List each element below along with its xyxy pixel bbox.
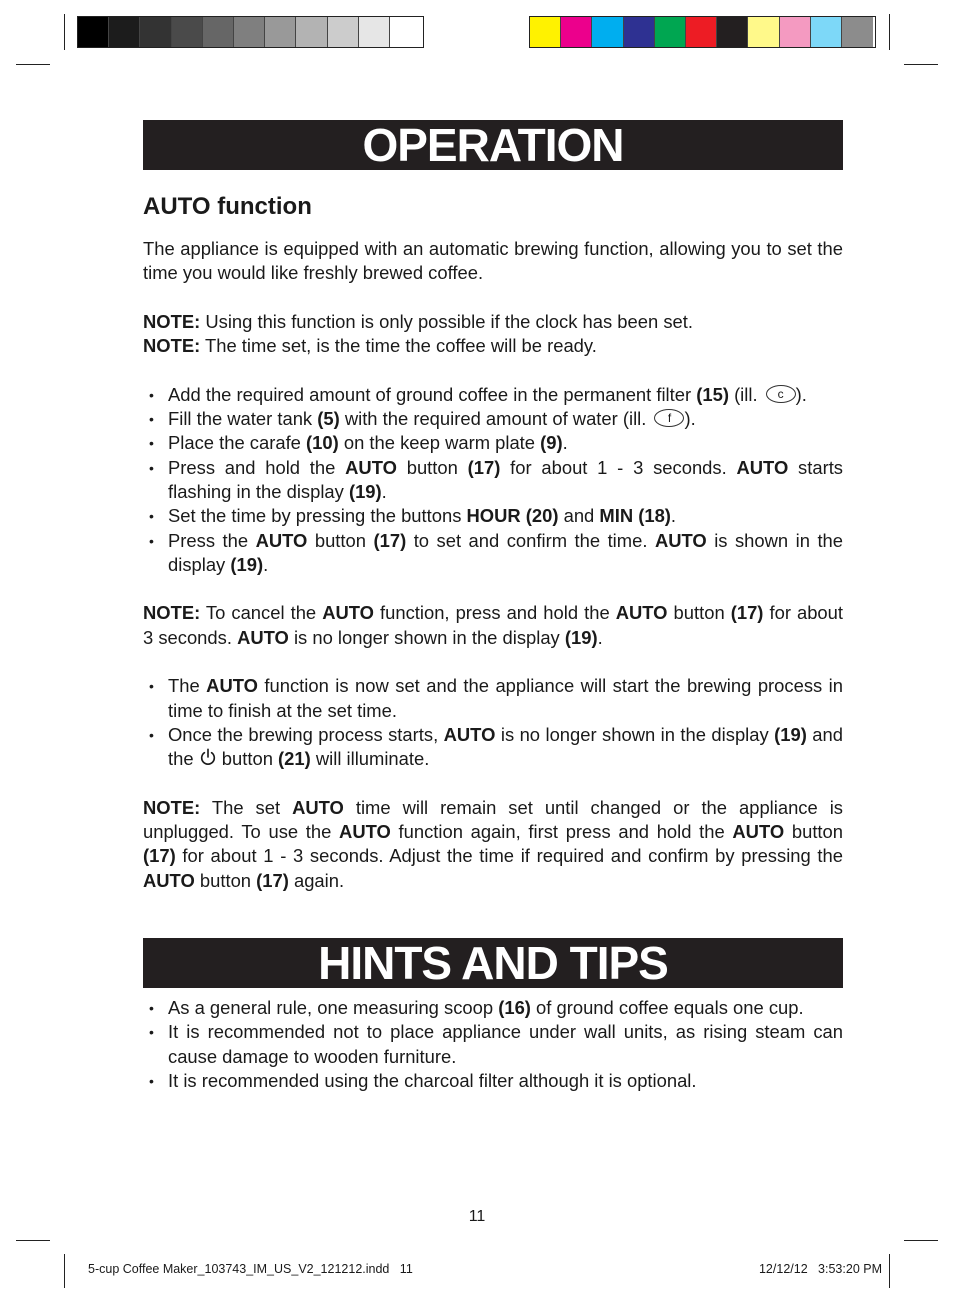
swatch [530,17,561,47]
footer-timestamp: 12/12/12 3:53:20 PM [758,1262,882,1276]
swatch [359,17,390,47]
grayscale-swatch-bar [77,16,424,48]
swatch [624,17,655,47]
crop-mark [64,14,65,50]
swatch [296,17,327,47]
operation-steps-list [143,383,843,577]
swatch [592,17,623,47]
swatch [140,17,171,47]
color-swatch-bar [529,16,876,48]
swatch [328,17,359,47]
hints-content [143,996,843,1093]
list-item: • As a general rule, one measuring scoop (16) of ground coffee equals one cup. [143,996,843,1020]
note-time-set: NOTE: The time set, is the time the coffee will be ready. [143,335,597,357]
swatch [234,17,265,47]
list-item: • Press the AUTO button (17) to set and confirm the time. AUTO is shown in the display (19). [143,529,843,578]
swatch [811,17,842,47]
list-item: • The AUTO function is now set and the appliance will start the brewing process in time to finish at the set time. [143,674,843,723]
crop-mark [889,14,890,50]
auto-function-heading: AUTO function [143,193,312,220]
swatch [655,17,686,47]
swatch [390,17,421,47]
crop-mark [904,1240,938,1241]
crop-mark [16,64,50,65]
list-item: • Once the brewing process starts, AUTO is no longer shown in the display (19) and the button (21) will illuminate. [143,723,843,772]
list-item: • Place the carafe (10) on the keep warm plate (9). [143,431,843,455]
swatch [172,17,203,47]
list-item: • It is recommended not to place appliance under wall units, as rising steam can cause damage to wooden furniture. [143,1020,843,1069]
note-cancel-auto: NOTE: To cancel the AUTO function, press and hold the AUTO button (17) for about 3 seconds. AUTO is no longer shown in the display (19). [143,602,843,648]
operation-banner: OPERATION [143,120,843,170]
swatch [265,17,296,47]
hints-list [143,996,843,1093]
illustration-f-icon: f [654,409,684,427]
swatch [686,17,717,47]
hints-and-tips-banner: HINTS AND TIPS [143,938,843,988]
crop-mark [16,1240,50,1241]
page-number: 11 [468,1208,486,1225]
list-item: • Add the required amount of ground coffee in the permanent filter (15) (ill. c ). [143,383,843,407]
note-clock: NOTE: Using this function is only possible if the clock has been set. [143,310,693,332]
list-item: • Press and hold the AUTO button (17) for about 1 - 3 seconds. AUTO starts flashing in the display (19). [143,456,843,505]
operation-content [143,237,843,893]
swatch [717,17,748,47]
intro-paragraph: The appliance is equipped with an automatic brewing function, allowing you to set the time you would like freshly brewed coffee. [143,238,843,284]
swatch [109,17,140,47]
crop-mark [64,1254,65,1288]
footer-file-slug: 5-cup Coffee Maker_103743_IM_US_V2_121212.indd 11 [88,1262,413,1276]
crop-mark [904,64,938,65]
swatch [78,17,109,47]
note-auto-retained: NOTE: The set AUTO time will remain set until changed or the appliance is unplugged. To use the AUTO function again, first press and hold the AUTO button (17) for about 1 - 3 seconds. Adjust the time if required and confirm by pressing the AUTO button (17) again. [143,796,844,891]
list-item: • Fill the water tank (5) with the required amount of water (ill. f ). [143,407,843,431]
swatch [780,17,811,47]
swatch [561,17,592,47]
crop-mark [889,1254,890,1288]
auto-behavior-list [143,674,843,771]
swatch [203,17,234,47]
illustration-c-icon: c [766,385,796,403]
list-item: • Set the time by pressing the buttons HOUR (20) and MIN (18). [143,504,843,528]
power-icon [199,748,217,766]
list-item: • It is recommended using the charcoal filter although it is optional. [143,1069,843,1093]
swatch [842,17,873,47]
swatch [748,17,779,47]
